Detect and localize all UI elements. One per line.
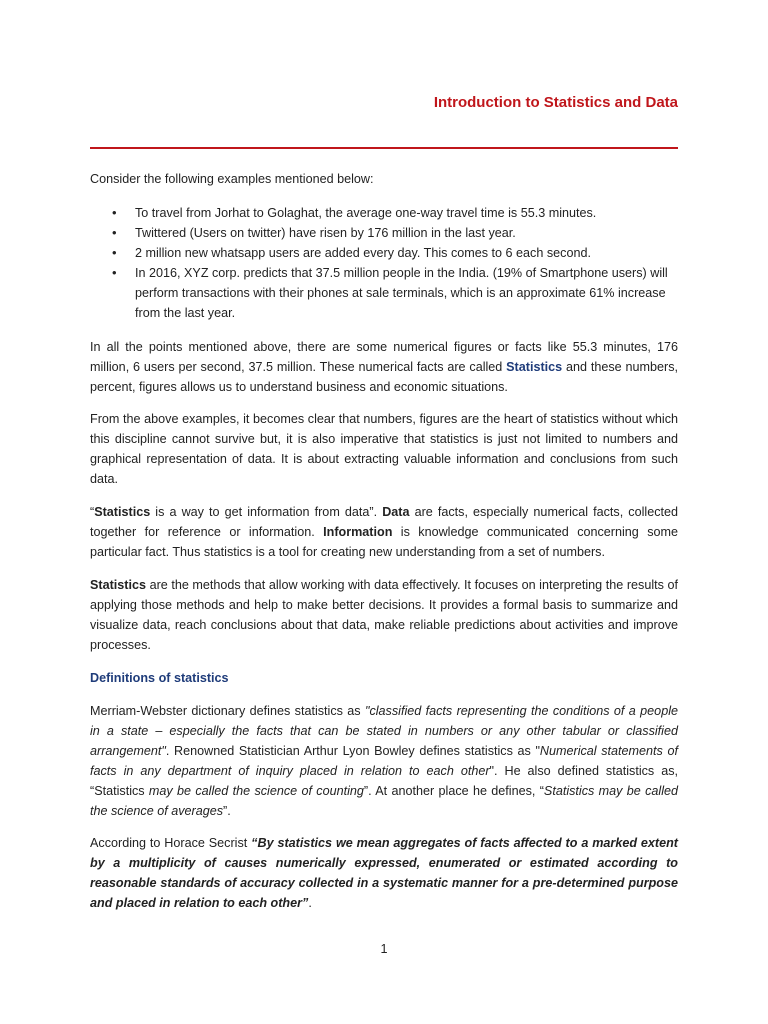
para3-text-3: is knowledge communicated concerning some particular fact. Thus statistics is a tool for creating new understanding from a set of numbers. (90, 525, 679, 559)
page-title: Introduction to Statistics and Data (433, 94, 678, 111)
para5-text-1: Merriam-Webster dictionary defines statistics as (90, 704, 365, 718)
bullet-icon: • (112, 245, 117, 260)
definitions-heading: Definitions of statistics (90, 671, 229, 685)
merriam-webster-quote: "classified facts representing the conditions of a people in a state – especially the facts that can be stated in numbers or any other tabular or classified arrangement" (90, 704, 678, 758)
open-quote: “ (90, 505, 95, 519)
bullet-icon: • (112, 265, 117, 280)
para5-text-4: ”. At another place he defines, “ (363, 784, 544, 798)
para6-text-1: According to Horace Secrist (90, 836, 252, 850)
para1-text-start: In all the points mentioned above, there are some numerical figures or facts like 55.3 minutes, 176 million, 6 users per second, 37.5 million. These numerical facts are called (90, 340, 678, 374)
secrist-definition-paragraph (90, 833, 678, 913)
bowley-quote-2: may be called the science of counting (148, 784, 364, 798)
statistics-methods-paragraph (90, 575, 678, 655)
para6-text-2: . (308, 896, 312, 910)
page-number: 1 (380, 942, 388, 956)
list-item-text: To travel from Jorhat to Golaghat, the average one-way travel time is 55.3 minutes. (135, 206, 597, 220)
list-item-text: Twittered (Users on twitter) have risen by 176 million in the last year. (135, 226, 516, 240)
data-term: Data (382, 505, 410, 519)
numerical-facts-paragraph (90, 337, 678, 397)
para1-text-end: and these numbers, percent, figures allows us to understand business and economic situations. (90, 360, 678, 394)
statistics-data-information-paragraph (90, 502, 678, 562)
title-underline (90, 147, 678, 149)
bullet-icon: • (112, 205, 117, 220)
secrist-quote: “By statistics we mean aggregates of facts affected to a marked extent by a multiplicity of causes numerically expressed, enumerated or estimated according to reasonable standards of accuracy collected in a systematic manner for a pre-determined purpose and placed in relation to each other” (90, 836, 679, 910)
list-item (90, 263, 678, 323)
information-term: Information (323, 525, 393, 539)
intro-paragraph: Consider the following examples mentioned below: (90, 172, 374, 186)
para4-text: are the methods that allow working with data effectively. It focuses on interpreting the results of applying those methods and help to make better decisions. It provides a formal basis to summarize and visualize data, reach conclusions about that data, make reliable predictions about activities and improve processes. (90, 578, 678, 652)
examples-list (90, 203, 678, 323)
statistics-term: Statistics (90, 578, 146, 592)
statistics-term: Statistics (506, 360, 563, 374)
list-item (90, 223, 678, 243)
list-item (90, 243, 678, 263)
definitions-paragraph (90, 701, 678, 821)
heart-of-statistics-paragraph: From the above examples, it becomes clear that numbers, figures are the heart of statistics without which this discipline cannot survive but, it is also imperative that statistics is just not limited to numbers and graphical representation of data. It is about extracting valuable information and conclusions from such data. (90, 412, 678, 486)
para5-text-3: ". He also defined statistics as, “Statistics (90, 764, 679, 798)
list-item (90, 203, 678, 223)
para5-text-2: . Renowned Statistician Arthur Lyon Bowley defines statistics as " (165, 744, 540, 758)
list-item-text: 2 million new whatsapp users are added every day. This comes to 6 each second. (135, 246, 591, 260)
statistics-term: Statistics (94, 505, 151, 519)
para5-text-5: ”. (223, 804, 231, 818)
para3-text-2: are facts, especially numerical facts, collected together for reference or information. (90, 505, 678, 539)
bowley-quote-1: Numerical statements of facts in any department of inquiry placed in relation to each other (90, 744, 678, 778)
bowley-quote-3: Statistics may be called the science of averages (90, 784, 678, 818)
bullet-icon: • (112, 225, 117, 240)
para3-text-1: is a way to get information from data”. (150, 505, 383, 519)
list-item-text: In 2016, XYZ corp. predicts that 37.5 million people in the India. (19% of Smartphone users) will perform transactions with their phones at sale terminals, which is an approximate 61% increase from the last year. (135, 266, 668, 320)
